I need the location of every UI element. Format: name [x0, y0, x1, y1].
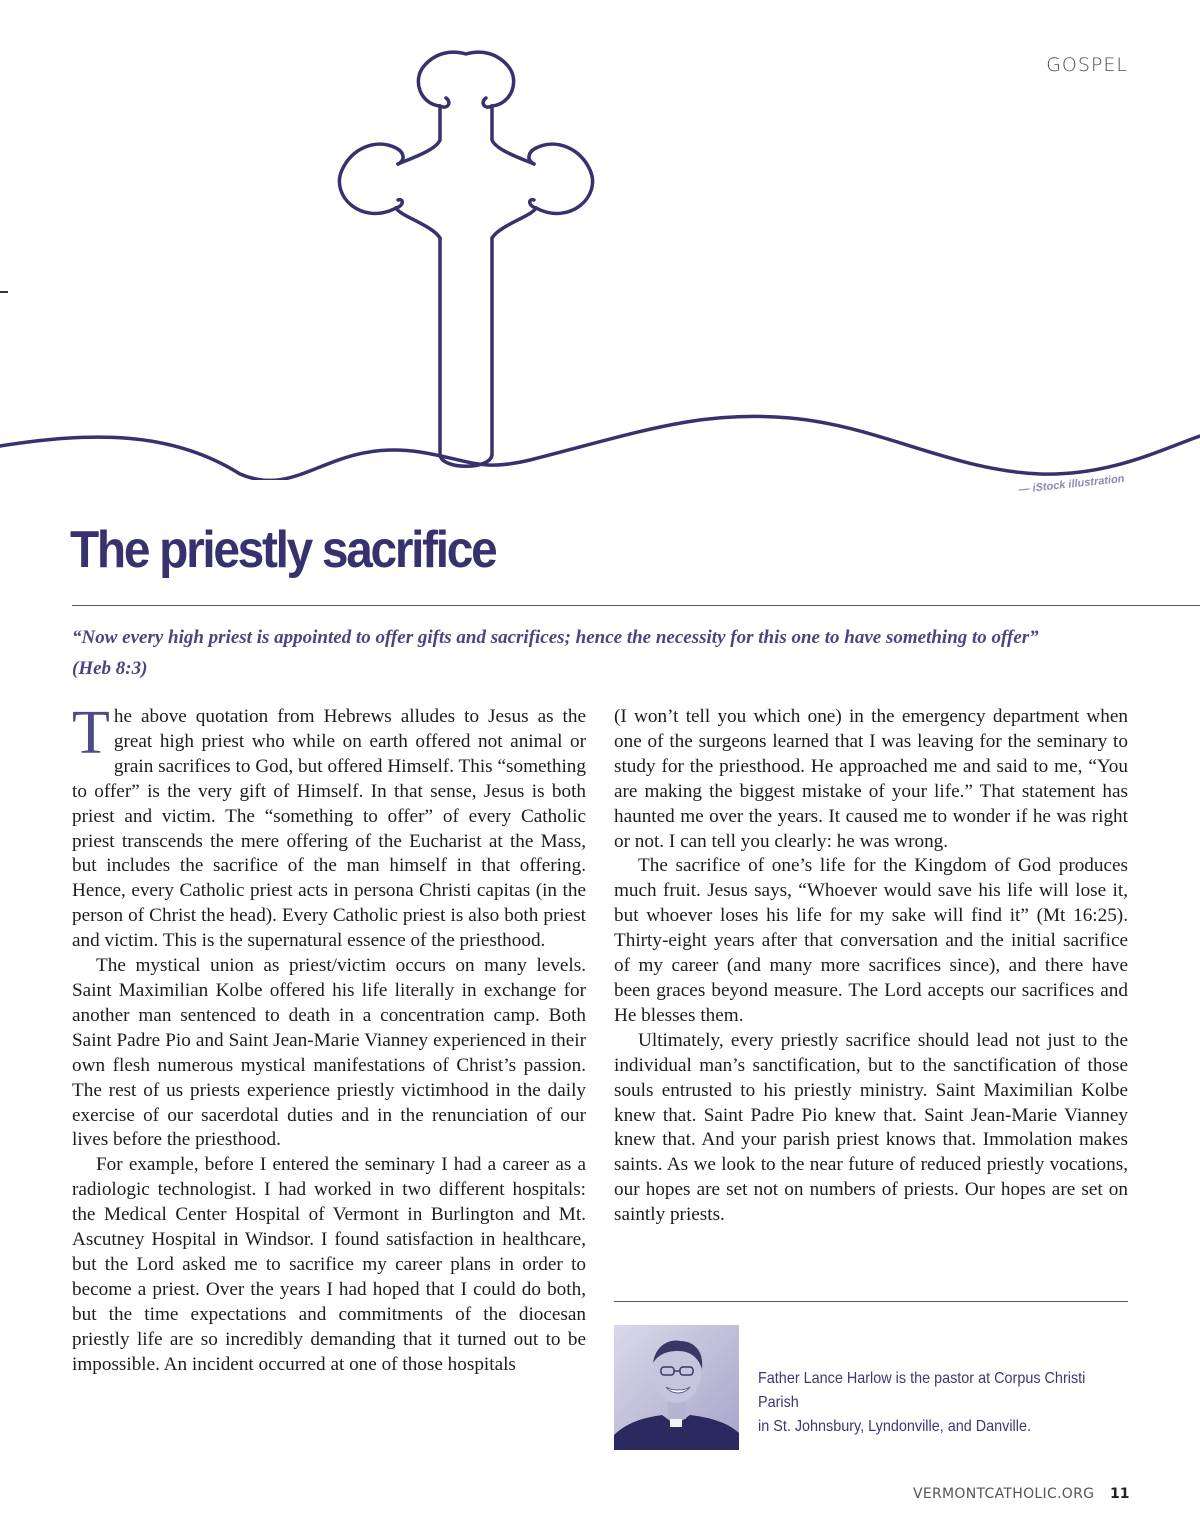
epigraph-quote: “Now every high priest is appointed to offer gifts and sacrifices; hence the necessity for this one to have something to offer”: [72, 627, 1039, 648]
epigraph: [72, 622, 1132, 684]
paragraph-3-continued: (I won’t tell you which one) in the emergency department when one of the surgeons learned that I was leaving for the seminary to study for the priesthood. He approached me and said to me, “You are making the biggest mistake of your life.” That statement has haunted me over the years. It caused me to wonder if he was right or not. I can tell you clearly: he was wrong.: [614, 706, 1128, 852]
author-bio: [758, 1367, 1109, 1439]
paragraph-2: The mystical union as priest/victim occurs on many levels. Saint Maximilian Kolbe offered his life literally in exchange for another man sentenced to death in a concentration camp. Both Saint Padre Pio and Saint Jean-Marie Vianney experienced in their own flesh numerous mystical manifestations of Christ’s passion. The rest of us priests experience priestly victimhood in the daily exercise of our sacerdotal duties and in the renunciation of our lives before the priesthood.: [72, 955, 586, 1151]
bio-divider: [614, 1301, 1128, 1302]
paragraph-1-text: he above quotation from Hebrews alludes to Jesus as the great high priest who while on earth offered not animal or grain sacrifices to God, but offered Himself. This “something to offer” is the very gift of Himself. In that sense, Jesus is both priest and victim. The “something to offer” of every Catholic priest transcends the mere offering of the Eucharist at the Mass, but includes the sacrifice of the man himself in that offering. Hence, every Catholic priest acts in persona Christi capitas (in the person of Christ the head). Every Catholic priest is also both priest and victim. This is the supernatural essence of the priesthood.: [72, 706, 586, 952]
cross-with-wave-line-icon: [0, 0, 1200, 480]
epigraph-citation: (Heb 8:3): [72, 658, 148, 679]
article-column-right: [614, 705, 1128, 1228]
paragraph-3: For example, before I entered the seminary I had a career as a radiologic technologist. I had worked in two different hospitals: the Medical Center Hospital of Vermont in Burlington and Mt. Ascutney Hospital in Windsor. I found satisfaction in healthcare, but the Lord asked me to sacrifice my career plans in order to become a priest. Over the years I had hoped that I could do both, but the time expectations and commitments of the diocesan priestly life are so incredibly demanding that it turned out to be impossible. An incident occurred at one of those hospitals: [72, 1154, 586, 1375]
title-divider: [72, 605, 1200, 606]
article-column-left: [72, 699, 586, 1377]
author-bio-line-1: Father Lance Harlow is the pastor at Corpus Christi Parish: [758, 1370, 1086, 1411]
page-number: 11: [1110, 1486, 1130, 1502]
article-title: The priestly sacrifice: [70, 521, 496, 579]
paragraph-1: [72, 699, 586, 954]
margin-mark: [0, 291, 8, 293]
author-bio-line-2: in St. Johnsbury, Lyndonville, and Danville.: [758, 1418, 1031, 1435]
paragraph-4: The sacrifice of one’s life for the Kingdom of God produces much fruit. Jesus says, “Whoever would save his life will lose it, but whoever loses his life for my sake will find it” (Mt 16:25). Thirty-eight years after that conversation and the initial sacrifice of my career (and many more sacrifices since), and there have been graces beyond measure. The Lord accepts our sacrifices and He blesses them.: [614, 855, 1128, 1026]
section-label: GOSPEL: [1046, 54, 1128, 76]
drop-cap: T: [72, 699, 110, 767]
illustration-credit: — iStock illustration: [1018, 472, 1126, 496]
author-portrait-photo: [614, 1325, 739, 1450]
footer-website: VERMONTCATHOLIC.ORG: [913, 1486, 1095, 1502]
paragraph-5: Ultimately, every priestly sacrifice should lead not just to the individual man’s sanctification, but to the sanctification of those souls entrusted to his priestly ministry. Saint Maximilian Kolbe knew that. Saint Padre Pio knew that. Saint Jean-Marie Vianney knew that. And your parish priest knows that. Immolation makes saints. As we look to the near future of reduced priestly vocations, our hopes are set not on numbers of priests. Our hopes are set on saintly priests.: [614, 1029, 1128, 1226]
